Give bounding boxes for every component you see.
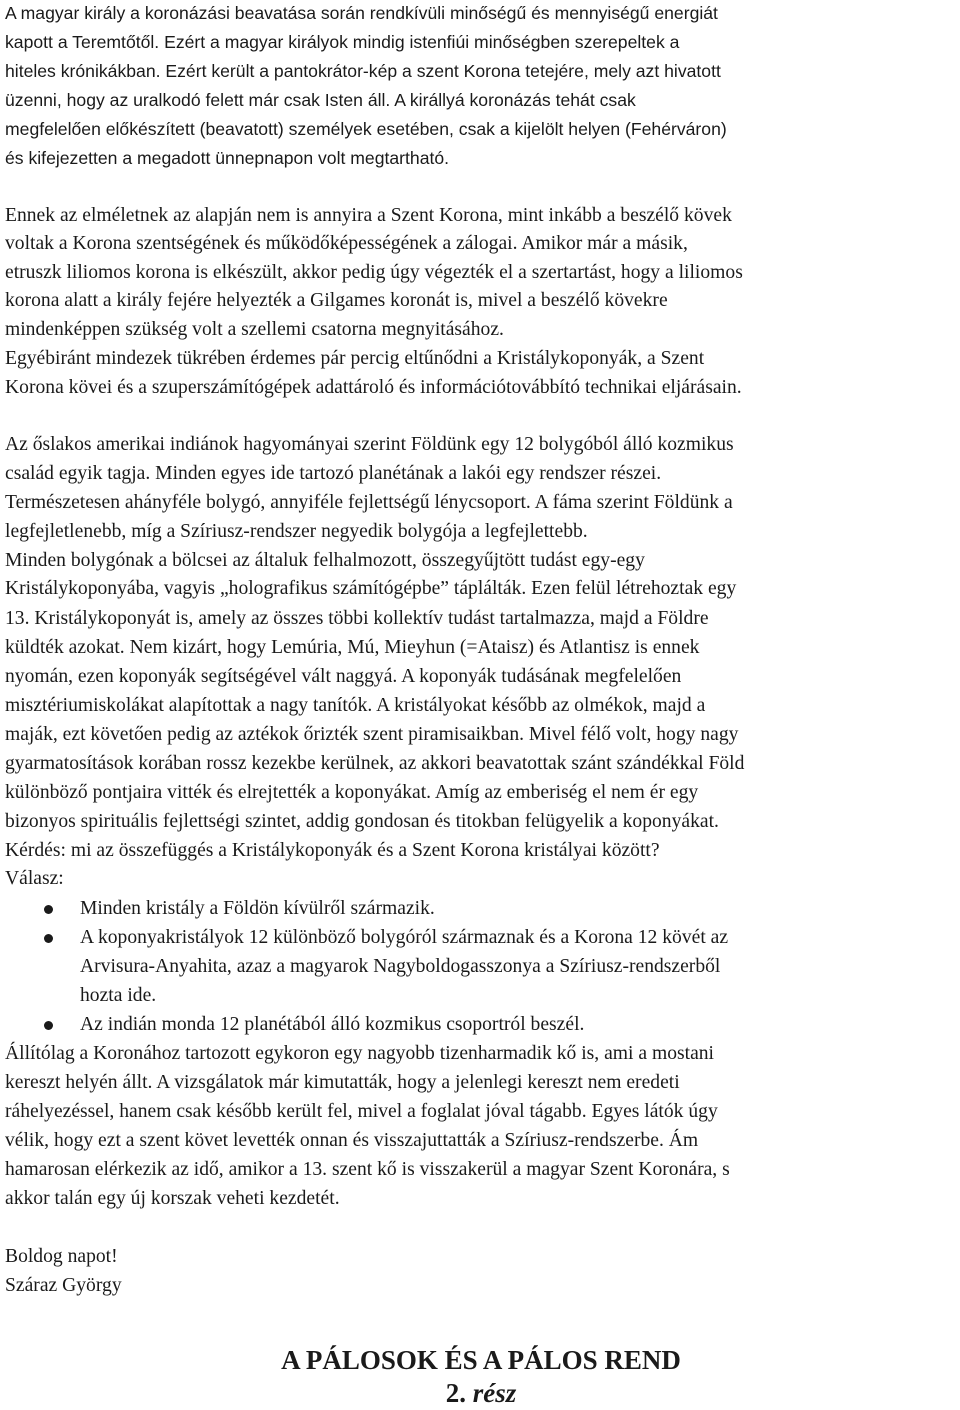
text-line: Arvisura-Anyahita, azaz a magyarok Nagyboldogasszonya a Szíriusz-rendszerből bbox=[80, 956, 721, 977]
text-line: maják, ezt követően pedig az aztékok őrizték szent piramisaikban. Mivel félő volt, hogy nagy bbox=[5, 724, 739, 745]
text-line: hozta ide. bbox=[80, 985, 157, 1006]
text-line: A koponyakristályok 12 különböző bolygóról származnak és a Korona 12 kövét az bbox=[80, 927, 729, 948]
text-line: Az őslakos amerikai indiánok hagyományai szerint Földünk egy 12 bolygóból álló kozmikus bbox=[5, 434, 734, 455]
section-part bbox=[0, 1376, 960, 1410]
text-line: misztériumiskolákat alapítottak a nagy tanítók. A kristályokat később az olmékok, majd a bbox=[5, 695, 706, 716]
text-line: Korona kövei és a szuperszámítógépek adattároló és információtovábbító technikai eljárásain. bbox=[5, 377, 742, 398]
text-line: különböző pontjaira vitték és elrejtették a koponyákat. Amíg az emberiség el nem ér egy bbox=[5, 782, 699, 803]
text-line: Ennek az elméletnek az alapján nem is annyira a Szent Korona, mint inkább a beszélő kövek bbox=[5, 205, 732, 226]
text-line: hiteles krónikákban. Ezért került a pantokrátor-kép a szent Korona tetejére, mely azt hivatott bbox=[5, 61, 721, 81]
text-line: Állítólag a Koronához tartozott egykoron egy nagyobb tizenharmadik kő is, ami a mostani bbox=[5, 1043, 715, 1064]
text-line: legfejletlenebb, míg a Szíriusz-rendszer negyedik bolygója a legfejlettebb. bbox=[5, 521, 588, 542]
text-line: megfelelően előkészített (beavatott) személyek esetében, csak a kijelölt helyen (Fehérváron) bbox=[5, 119, 727, 139]
text-line: vélik, hogy ezt a szent követ levették onnan és visszajuttatták a Szíriusz-rendszerbe. Ám bbox=[5, 1130, 699, 1151]
text-line: üzenni, hogy az uralkodó felett már csak Isten áll. A királlyá koronázás tehát csak bbox=[5, 90, 636, 110]
text-line: voltak a Korona szentségének és működőképességének a zálogai. Amikor már a másik, bbox=[5, 233, 688, 254]
text-line: Kérdés: mi az összefüggés a Kristálykoponyák és a Szent Korona kristályai között? bbox=[5, 840, 660, 861]
text-line: akkor talán egy új korszak veheti kezdetét. bbox=[5, 1188, 340, 1209]
text-line: bizonyos spirituális fejlettségi szintet, addig gondosan és titokban felügyelik a koponyákat. bbox=[5, 811, 719, 832]
part-number: 2. bbox=[445, 1378, 466, 1408]
text-line: ráhelyezéssel, hanem csak később került fel, mivel a foglalat jóval tágabb. Egyes látók úgy bbox=[5, 1101, 718, 1122]
text-line: 13. Kristálykoponyát is, amely az összes többi kollektív tudást tartalmazza, majd a Földre bbox=[5, 608, 709, 629]
text-line: Száraz György bbox=[5, 1275, 122, 1296]
text-line: Az indián monda 12 planétából álló kozmikus csoportról beszél. bbox=[80, 1014, 585, 1035]
bullet-icon bbox=[44, 905, 53, 914]
text-line: Minden bolygónak a bölcsei az általuk felhalmozott, összegyűjtött tudást egy-egy bbox=[5, 550, 645, 571]
text-line: hamarosan elérkezik az idő, amikor a 13. szent kő is visszakerül a magyar Szent Koronára, s bbox=[5, 1159, 730, 1180]
text-line: Válasz: bbox=[5, 868, 64, 889]
text-line: kapott a Teremtőtől. Ezért a magyar királyok mindig istenfiúi minőségben szerepeltek a bbox=[5, 32, 680, 52]
text-line: küldték azokat. Nem kizárt, hogy Lemúria, Mú, Mieyhun (=Ataisz) és Atlantisz is ennek bbox=[5, 637, 700, 658]
text-line: A magyar király a koronázási beavatása során rendkívüli minőségű és mennyiségű energiát bbox=[5, 3, 718, 23]
bullet-icon bbox=[44, 1021, 53, 1030]
text-line: korona alatt a király fejére helyezték a Gilgames koronát is, mivel a beszélő kövekre bbox=[5, 290, 668, 311]
text-line: Természetesen ahányféle bolygó, annyiféle fejlettségű lénycsoport. A fáma szerint Földünk a bbox=[5, 492, 733, 513]
text-line: kereszt helyén állt. A vizsgálatok már kimutatták, hogy a jelenlegi kereszt nem eredeti bbox=[5, 1072, 680, 1093]
text-line: Minden kristály a Földön kívülről származik. bbox=[80, 898, 435, 919]
text-line: gyarmatosítások korában rossz kezekbe kerülnek, az akkori beavatottak szánt szándékkal Föld bbox=[5, 753, 745, 774]
bullet-icon bbox=[44, 934, 53, 943]
section-title: A PÁLOSOK ÉS A PÁLOS REND bbox=[281, 1345, 681, 1375]
text-line: Boldog napot! bbox=[5, 1246, 118, 1267]
part-word: rész bbox=[472, 1378, 517, 1408]
text-line: Egyébiránt mindezek tükrében érdemes pár percig eltűnődni a Kristálykoponyák, a Szent bbox=[5, 348, 705, 369]
text-line: Kristálykoponyába, vagyis „holografikus számítógépbe” táplálták. Ezen felül létrehoztak egy bbox=[5, 578, 737, 599]
text-line: és kifejezetten a megadott ünnepnapon volt megtartható. bbox=[5, 148, 450, 168]
text-line: nyomán, ezen koponyák segítségével vált naggyá. A koponyák tudásának megfelelően bbox=[5, 666, 682, 687]
text-line: mindenképpen szükség volt a szellemi csatorna megnyitásához. bbox=[5, 319, 504, 340]
text-line: család egyik tagja. Minden egyes ide tartozó planétának a lakói egy rendszer részei. bbox=[5, 463, 662, 484]
text-line: etruszk liliomos korona is elkészült, akkor pedig úgy végezték el a szertartást, hogy a liliomos bbox=[5, 262, 743, 283]
